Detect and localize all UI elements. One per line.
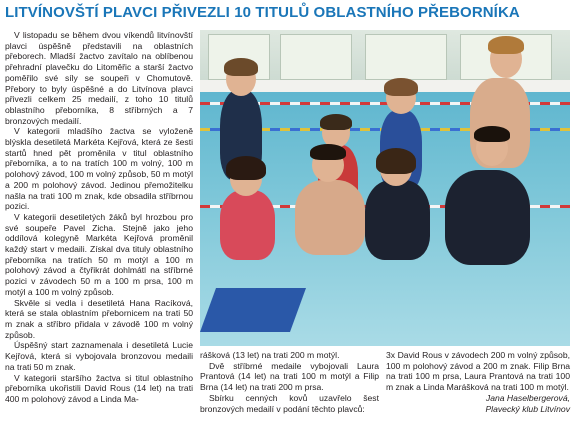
window (280, 34, 352, 80)
paragraph: Skvěle si vedla i desetiletá Hana Racíková, která se stala oblastním přebornicem na trati 50 m znak a stříbro přidala v závodě 100 m volný způsob. (5, 297, 193, 340)
paragraph: V kategorii mladšího žactva se vyloženě blýskla desetiletá Markéta Kejřová, která ze šesti startů hned pět proměnila v titul oblastního přeborníka, a to na tratích 100 m volný, 100 m polohový závod, 100 m volný způsob, 50 m motýl a 200 m polohový závod. Jedinou přemožitelku našla na trati 100 m znak, kde obsadila stříbrnou pozici. (5, 126, 193, 212)
swimmer-hair (384, 78, 418, 96)
swimmer-hair (224, 58, 258, 76)
article-column-2 (200, 350, 379, 414)
swimmer (220, 190, 275, 260)
club-signature: Plavecký klub Litvínov (485, 403, 570, 414)
swimmer (295, 180, 365, 255)
swimmer-hair (488, 36, 524, 54)
swimmer-hair (226, 156, 266, 180)
paragraph: 3x David Rous v závodech 200 m volný způsob, 100 m polohový závod a 200 m znak. Filip Brna na trati 100 m prsa, Laura Prantová na trati 100 m znak a Linda Marášková na trati 100 m motýl. (386, 350, 570, 393)
swimmer-hair (310, 144, 346, 160)
headline: LITVÍNOVŠTÍ PLAVCI PŘIVEZLI 10 TITULŮ OBLASTNÍHO PŘEBORNÍKA (5, 4, 520, 21)
paragraph: Dvě stříbrné medaile vybojovali Laura Prantová (14 let) na trati 100 m motýl a Filip Brna (14 let) na trati 200 m prsa. (200, 360, 379, 393)
paragraph: Úspěšný start zaznamenala i desetiletá Lucie Kejřová, která si vybojovala bronzovou medaili na trati 50 m znak. (5, 340, 193, 372)
lane-marking (200, 288, 306, 332)
paragraph: V kategorii staršího žactva si titul oblastního přeborníka ukořistili David Rous (14 let) na trati 400 m polohový závod a Linda Ma- (5, 372, 193, 404)
paragraph: rášková (13 let) na trati 200 m motýl. (200, 350, 340, 360)
window (365, 34, 447, 80)
swimmers-photo (200, 30, 570, 346)
swimmer (365, 180, 430, 260)
swimmer-hair (474, 126, 510, 142)
paragraph: V kategorii desetiletých žáků byl hrozbou pro své soupeře Pavel Zicha. Stejně jako jeho oddílová kolegyně Markéta Kejřová proměnil každý start v medaili. Získal dva tituly oblastního přeborníka na tratích 50 m motýl a 100 m polohový závod a čtyřikrát dohlmátl na stříbrné pozici v závodech 50 m a 100 m prsa, 100 m motýl a 100 m volný způsob. (5, 211, 193, 297)
article-column-3 (386, 350, 570, 414)
article-column-1 (5, 30, 193, 405)
swimmer (445, 170, 530, 265)
swimmer-hair (376, 148, 416, 174)
swimmer-hair (320, 114, 352, 130)
author-signature: Jana Haselbergerová, (485, 392, 570, 403)
paragraph: V listopadu se během dvou víkendů litvínovští plavci úspěšně představili na oblastních přeborech. Mladší žactvo zavítalo na oblíbenou přehradní plavečku do Litoměřic a starší žactvo poměřilo své síly se soupeři v Chomutově. Přebory to byly úspěšné a do Litvínova plavci přivezli celkem 25 medailí, z toho 10 titulů oblastního přeborníka, 8 stříbrných a 7 bronzových medailí. (5, 30, 193, 126)
paragraph: Sbírku cenných kovů uzavřelo šest bronzových medailí v podání těchto plavců: (200, 392, 379, 414)
